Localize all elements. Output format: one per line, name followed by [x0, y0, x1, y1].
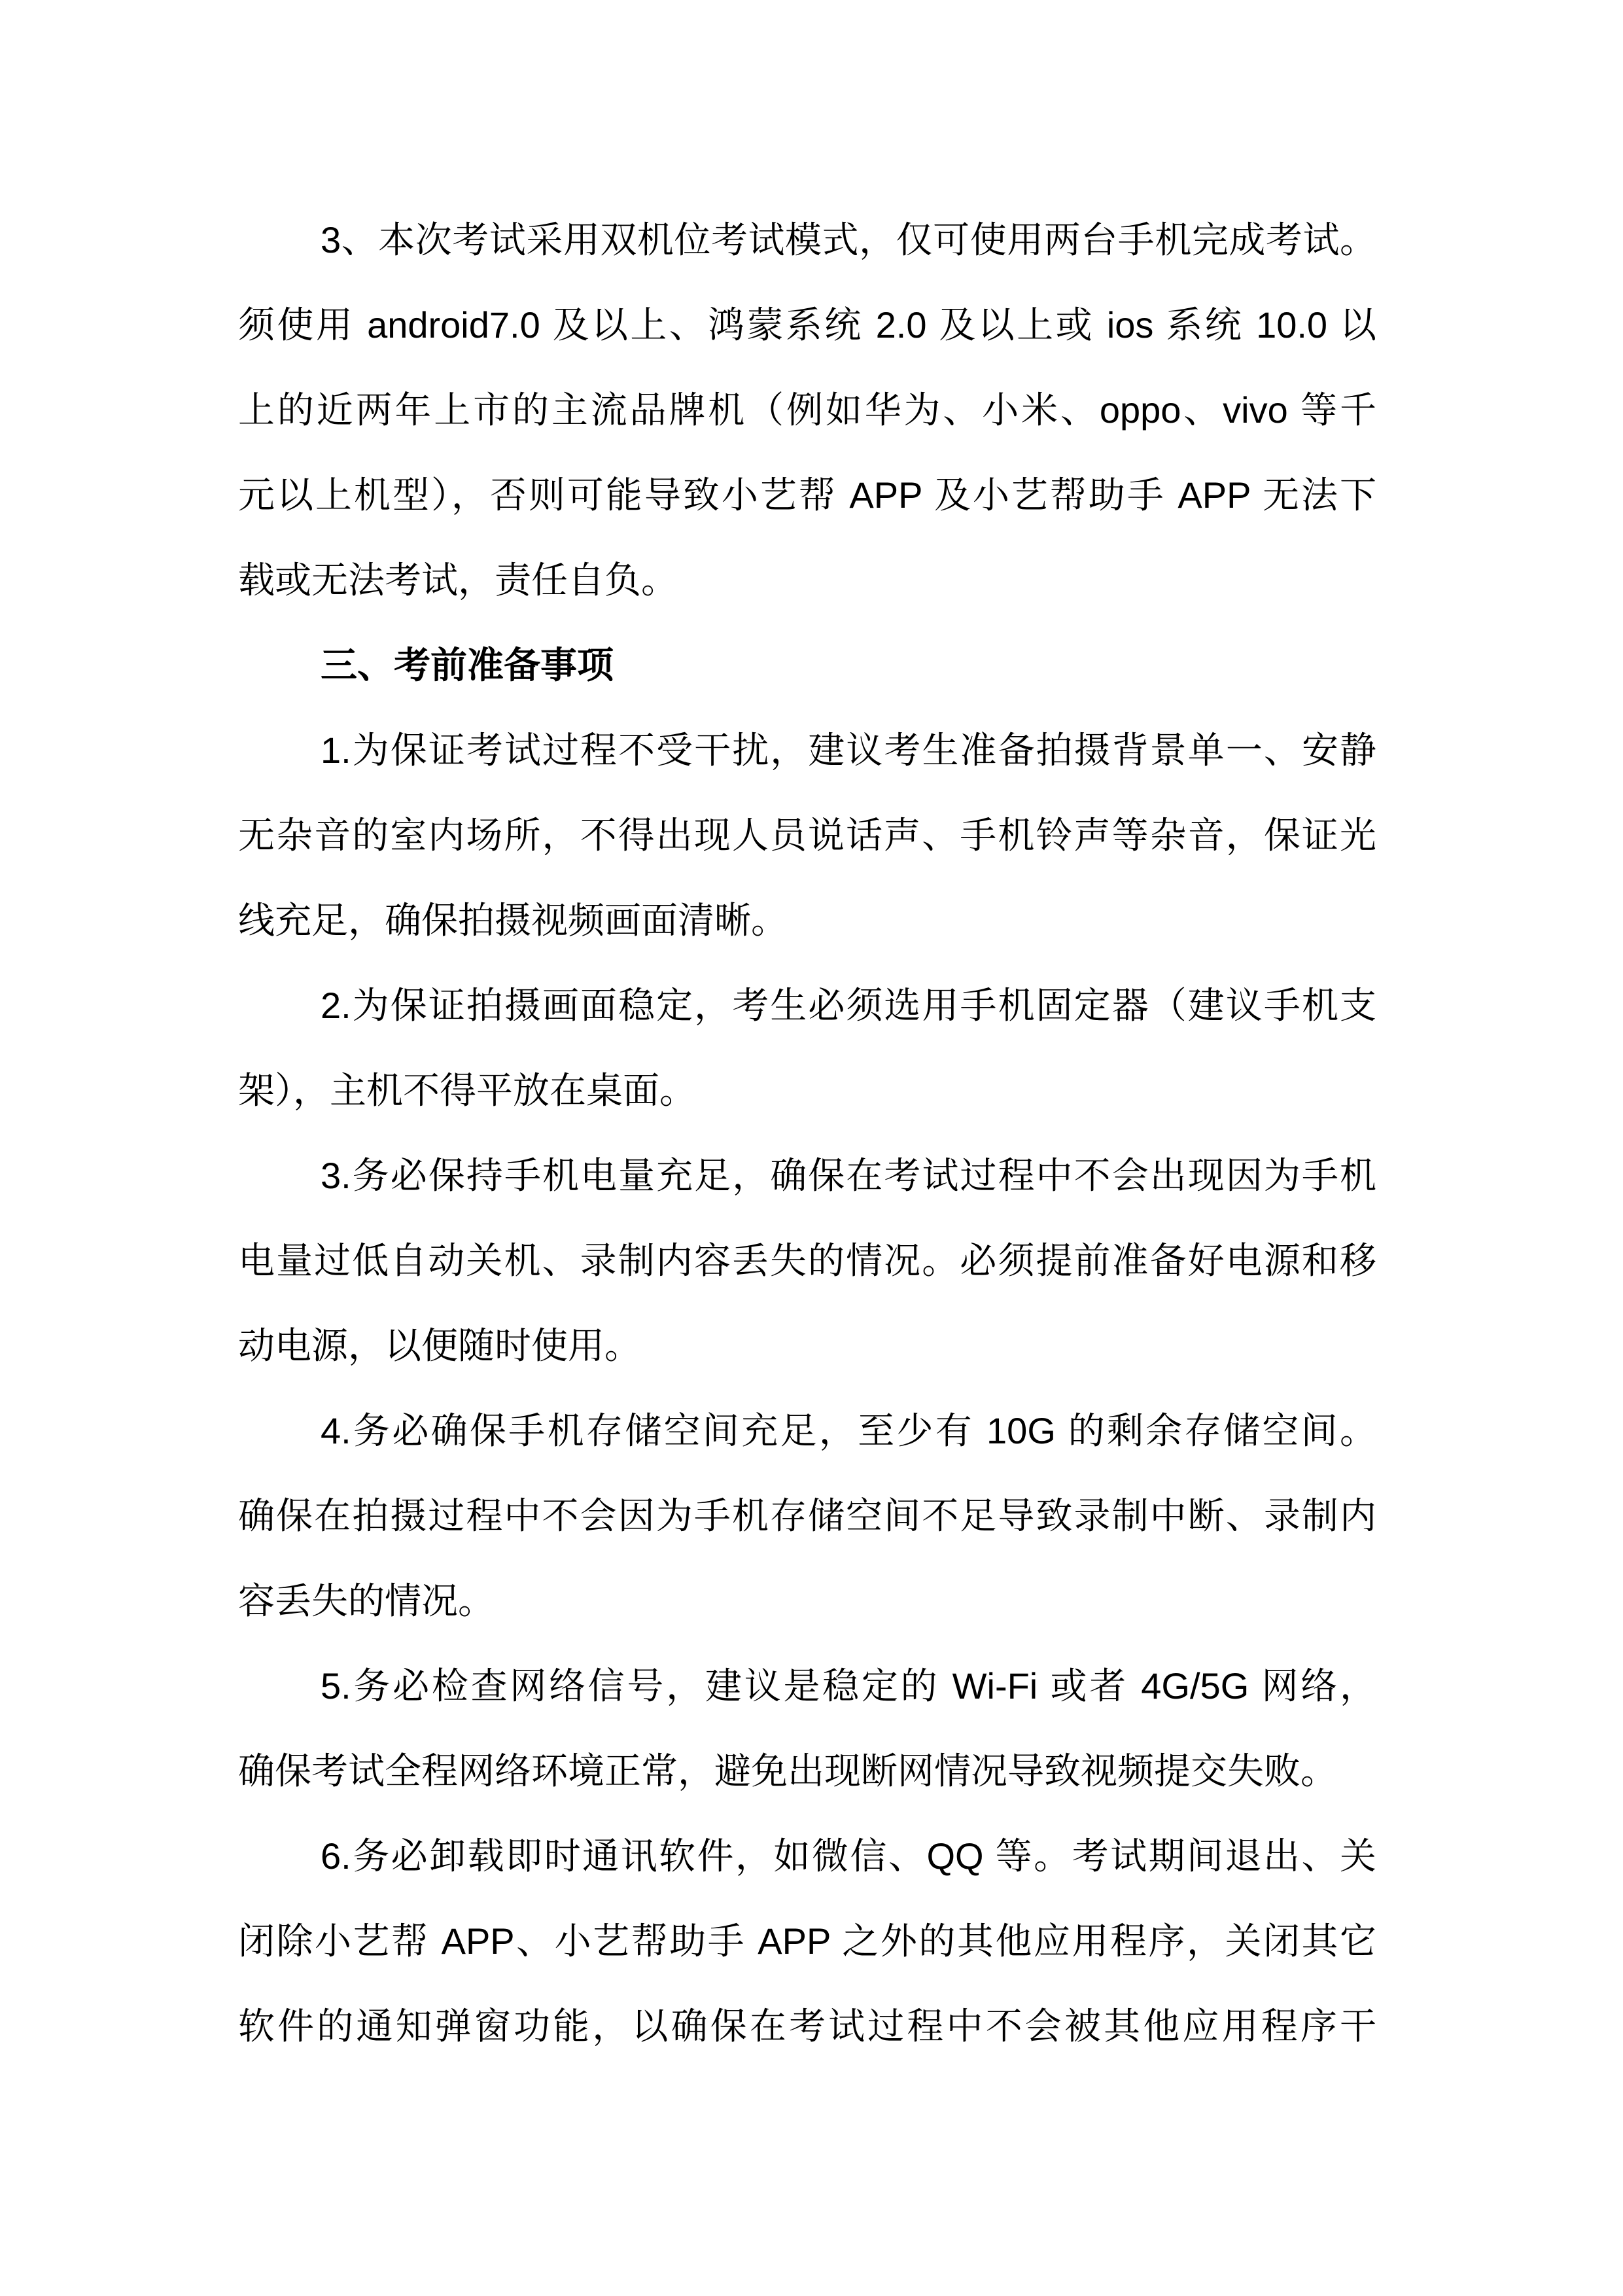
text-line: 5.务必检查网络信号，建议是稳定的 Wi-Fi 或者 4G/5G 网络， [321, 1665, 1376, 1706]
paragraph [238, 198, 1376, 623]
text-line: 2.为保证拍摄画面稳定，考生必须选用手机固定器（建议手机支 [321, 985, 1376, 1026]
paragraph [238, 963, 1376, 1133]
paragraph [238, 1814, 1376, 2069]
text-line: 上的近两年上市的主流品牌机（例如华为、小米、oppo、vivo 等千 [238, 389, 1376, 431]
text-line: 4.务必确保手机存储空间充足，至少有 10G 的剩余存储空间。 [321, 1410, 1376, 1451]
paragraph [238, 1133, 1376, 1388]
paragraph [238, 1388, 1376, 1644]
document-text-block [238, 198, 1376, 2069]
text-line: 动电源，以便随时使用。 [238, 1325, 641, 1366]
paragraph [238, 708, 1376, 963]
text-line: 确保考试全程网络环境正常，避免出现断网情况导致视频提交失败。 [238, 1750, 1337, 1792]
section-heading [238, 623, 1376, 708]
text-line: 软件的通知弹窗功能，以确保在考试过程中不会被其他应用程序干 [238, 2005, 1376, 2047]
text-line: 3、本次考试采用双机位考试模式，仅可使用两台手机完成考试。 [321, 219, 1376, 260]
text-line: 线充足，确保拍摄视频画面清晰。 [238, 900, 788, 941]
heading-line: 三、考前准备事项 [321, 645, 614, 686]
text-line: 闭除小艺帮 APP、小艺帮助手 APP 之外的其他应用程序，关闭其它 [238, 1920, 1376, 1962]
text-line: 架），主机不得平放在桌面。 [238, 1070, 696, 1111]
text-line: 元以上机型），否则可能导致小艺帮 APP 及小艺帮助手 APP 无法下 [238, 474, 1376, 516]
text-line: 容丢失的情况。 [238, 1580, 495, 1621]
text-line: 6.务必卸载即时通讯软件，如微信、QQ 等。考试期间退出、关 [321, 1835, 1376, 1877]
text-line: 无杂音的室内场所，不得出现人员说话声、手机铃声等杂音，保证光 [238, 815, 1376, 856]
text-line: 3.务必保持手机电量充足，确保在考试过程中不会出现因为手机 [321, 1155, 1376, 1196]
text-line: 电量过低自动关机、录制内容丢失的情况。必须提前准备好电源和移 [238, 1240, 1376, 1281]
text-line: 确保在拍摄过程中不会因为手机存储空间不足导致录制中断、录制内 [238, 1495, 1376, 1536]
paragraph [238, 1644, 1376, 1814]
text-line: 须使用 android7.0 及以上、鸿蒙系统 2.0 及以上或 ios 系统 10.0 以 [238, 304, 1376, 345]
text-line: 1.为保证考试过程不受干扰，建议考生准备拍摄背景单一、安静 [321, 730, 1376, 771]
text-line: 载或无法考试，责任自负。 [238, 559, 678, 601]
